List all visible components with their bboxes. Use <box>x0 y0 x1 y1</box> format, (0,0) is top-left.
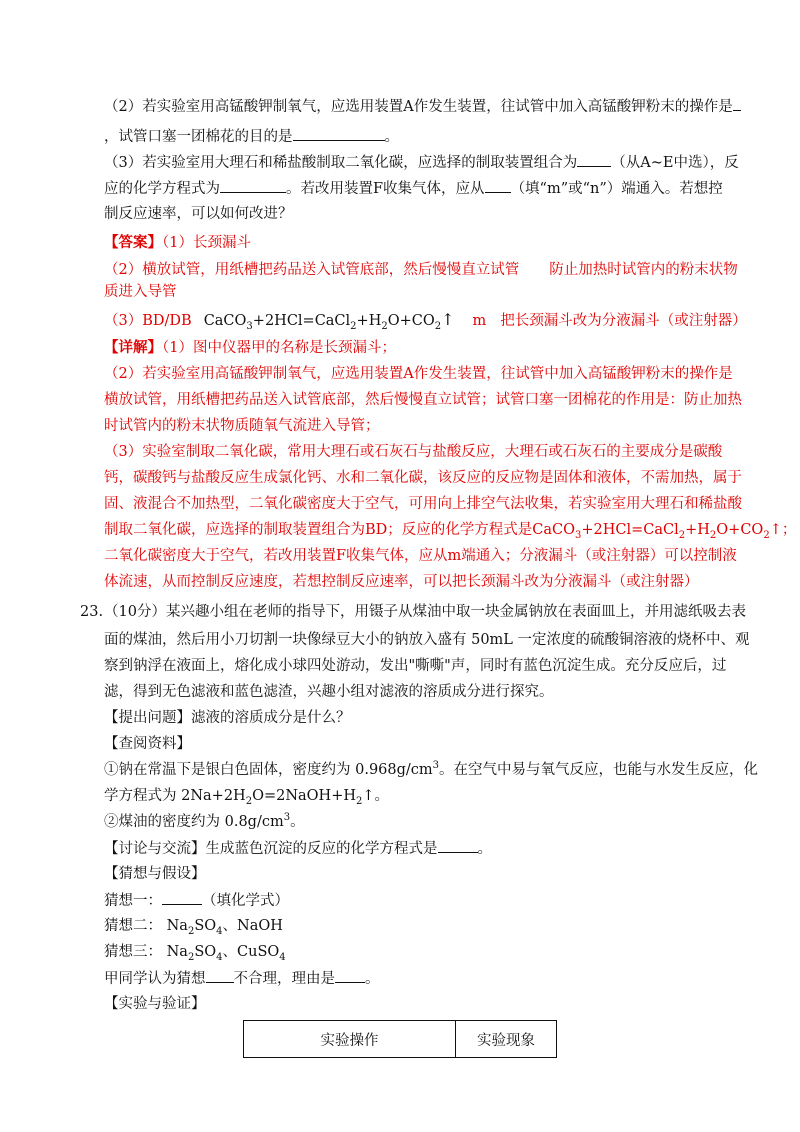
detail-tag: 【详解】 <box>104 339 162 356</box>
table-header-phenomenon: 实验现象 <box>456 1021 557 1058</box>
detail-line5: （3）实验室制取二氧化碳，常用大理石或石灰石与盐酸反应，大理石或石灰石的主要成分是碳酸 <box>104 444 723 460</box>
answer-blank <box>733 96 741 111</box>
detail-line9: 二氧化碳密度大于空气，若改用装置F收集气体，应从m端通入；分液漏斗（或注射器）可以控制液 <box>104 548 737 564</box>
detail-line1: 【详解】（1）图中仪器甲的名称是长颈漏斗； <box>104 339 396 356</box>
detail-line7: 固、液混合不加热型，二氧化碳密度大于空气，可用向上排空气法收集，若实验室用大理石和稀盐酸 <box>104 496 742 512</box>
answer-blank <box>438 838 478 853</box>
table-header-row <box>244 1021 557 1058</box>
answer-line1: 【答案】（1）长颈漏斗 <box>104 234 251 251</box>
section-ask: 【提出问题】滤液的溶质成分是什么？ <box>104 710 351 726</box>
table-header-operation: 实验操作 <box>244 1021 456 1058</box>
reference-line3: ②煤油的密度约为 $0.8g/cm^3$。 <box>104 812 305 830</box>
answer-blank <box>577 152 611 167</box>
guess2-line: 猜想二： $Na_2SO_4$、NaOH <box>104 918 283 937</box>
detail-line4: 时试管内的粉末状物质随氧气流进入导管； <box>104 418 380 434</box>
answer-line3: 质进入导管 <box>104 284 177 300</box>
answer-blank <box>293 126 385 141</box>
section-verify: 【实验与验证】 <box>104 996 206 1012</box>
answer-equation: $CaCO_3+2HCl=CaCl_2+H_2O+CO_2↑$ <box>203 310 455 332</box>
q23-line2: 面的煤油，然后用小刀切割一块像绿豆大小的钠放入盛有 50mL 一定浓度的硫酸铜溶液的烧杯中、观 <box>104 632 750 648</box>
q3-line1: （3）若实验室用大理石和稀盐酸制取二氧化碳，应选择的制取装置组合为 （从A~E中选），反 <box>104 152 739 173</box>
detail-line10: 体流速，从而控制反应速度，若想控制反应速率，可以把长颈漏斗改为分液漏斗（或注射器） <box>104 574 699 590</box>
detail-line6: 钙，碳酸钙与盐酸反应生成氯化钙、水和二氧化碳，该反应的反应物是固体和液体，不需加热，属于 <box>104 470 742 486</box>
experiment-table <box>243 1020 557 1058</box>
answer-tag: 【答案】 <box>104 234 162 251</box>
detail-line8: 制取二氧化碳，应选择的制取装置组合为BD；反应的化学方程式是$CaCO_3+2HCl=CaCl_2+H_2O+CO_2↑$； <box>104 522 797 541</box>
q2-line1: （2）若实验室用高锰酸钾制氧气，应选用装置A作发生装置，往试管中加入高锰酸钾粉末的操作是 <box>104 96 741 117</box>
q23-line3: 察到钠浮在液面上，熔化成小球四处游动，发出"嘶嘶"声，同时有蓝色沉淀生成。充分反应后，过 <box>104 658 727 674</box>
answer-blank <box>206 968 234 983</box>
q3-line3: 制反应速率，可以如何改进？ <box>104 206 293 222</box>
guess1-line: 猜想一： （填化学式） <box>104 890 289 911</box>
detail-line2: （2）若实验室用高锰酸钾制氧气，应选用装置A作发生装置，往试管中加入高锰酸钾粉末的操作是 <box>104 366 733 382</box>
answer-line2: （2）横放试管，用纸槽把药品送入试管底部，然后慢慢直立试管 防止加热时试管内的粉末状物 <box>104 262 738 278</box>
q23-line4: 滤，得到无色滤液和蓝色滤渣，兴趣小组对滤液的溶质成分进行探究。 <box>104 684 554 700</box>
answer-blank <box>220 178 286 193</box>
discussion-line: 【讨论与交流】生成蓝色沉淀的反应的化学方程式是 。 <box>104 838 492 859</box>
answer-blank <box>162 890 202 905</box>
guess3-line: 猜想三： $Na_2SO_4$、CuSO$_4$ <box>104 944 286 963</box>
section-reference: 【查阅资料】 <box>104 736 191 752</box>
answer-blank <box>485 178 511 193</box>
q23-line1: （10分）某兴趣小组在老师的指导下，用镊子从煤油中取一块金属钠放在表面皿上，并用滤纸吸去表 <box>104 604 746 620</box>
answer-blank <box>335 968 365 983</box>
reference-line1: ①钠在常温下是银白色固体，密度约为 $0.968g/cm^3$。在空气中易与氧气反应，也能与水发生反应，化 <box>104 760 759 778</box>
reference-line2: 学方程式为 $2Na+2H_2O=2NaOH+H_2↑$。 <box>104 788 390 807</box>
q3-line2: 应的化学方程式为 。若改用装置F收集气体，应从 （填“m”或“n”）端通入。若想控 <box>104 178 723 199</box>
section-hypothesis: 【猜想与假设】 <box>104 866 206 882</box>
q2-line2: ，试管口塞一团棉花的目的是 。 <box>104 126 399 147</box>
student-jia-line: 甲同学认为猜想 不合理，理由是 。 <box>104 968 380 989</box>
question-number: 23. <box>80 604 104 620</box>
answer-line4: （3）BD/DB $CaCO_3+2HCl=CaCl_2+H_2O+CO_2↑$ m 把长颈漏斗改为分液漏斗（或注射器） <box>104 310 747 332</box>
detail-line3: 横放试管，用纸槽把药品送入试管底部，然后慢慢直立试管；试管口塞一团棉花的作用是：防止加热 <box>104 392 742 408</box>
